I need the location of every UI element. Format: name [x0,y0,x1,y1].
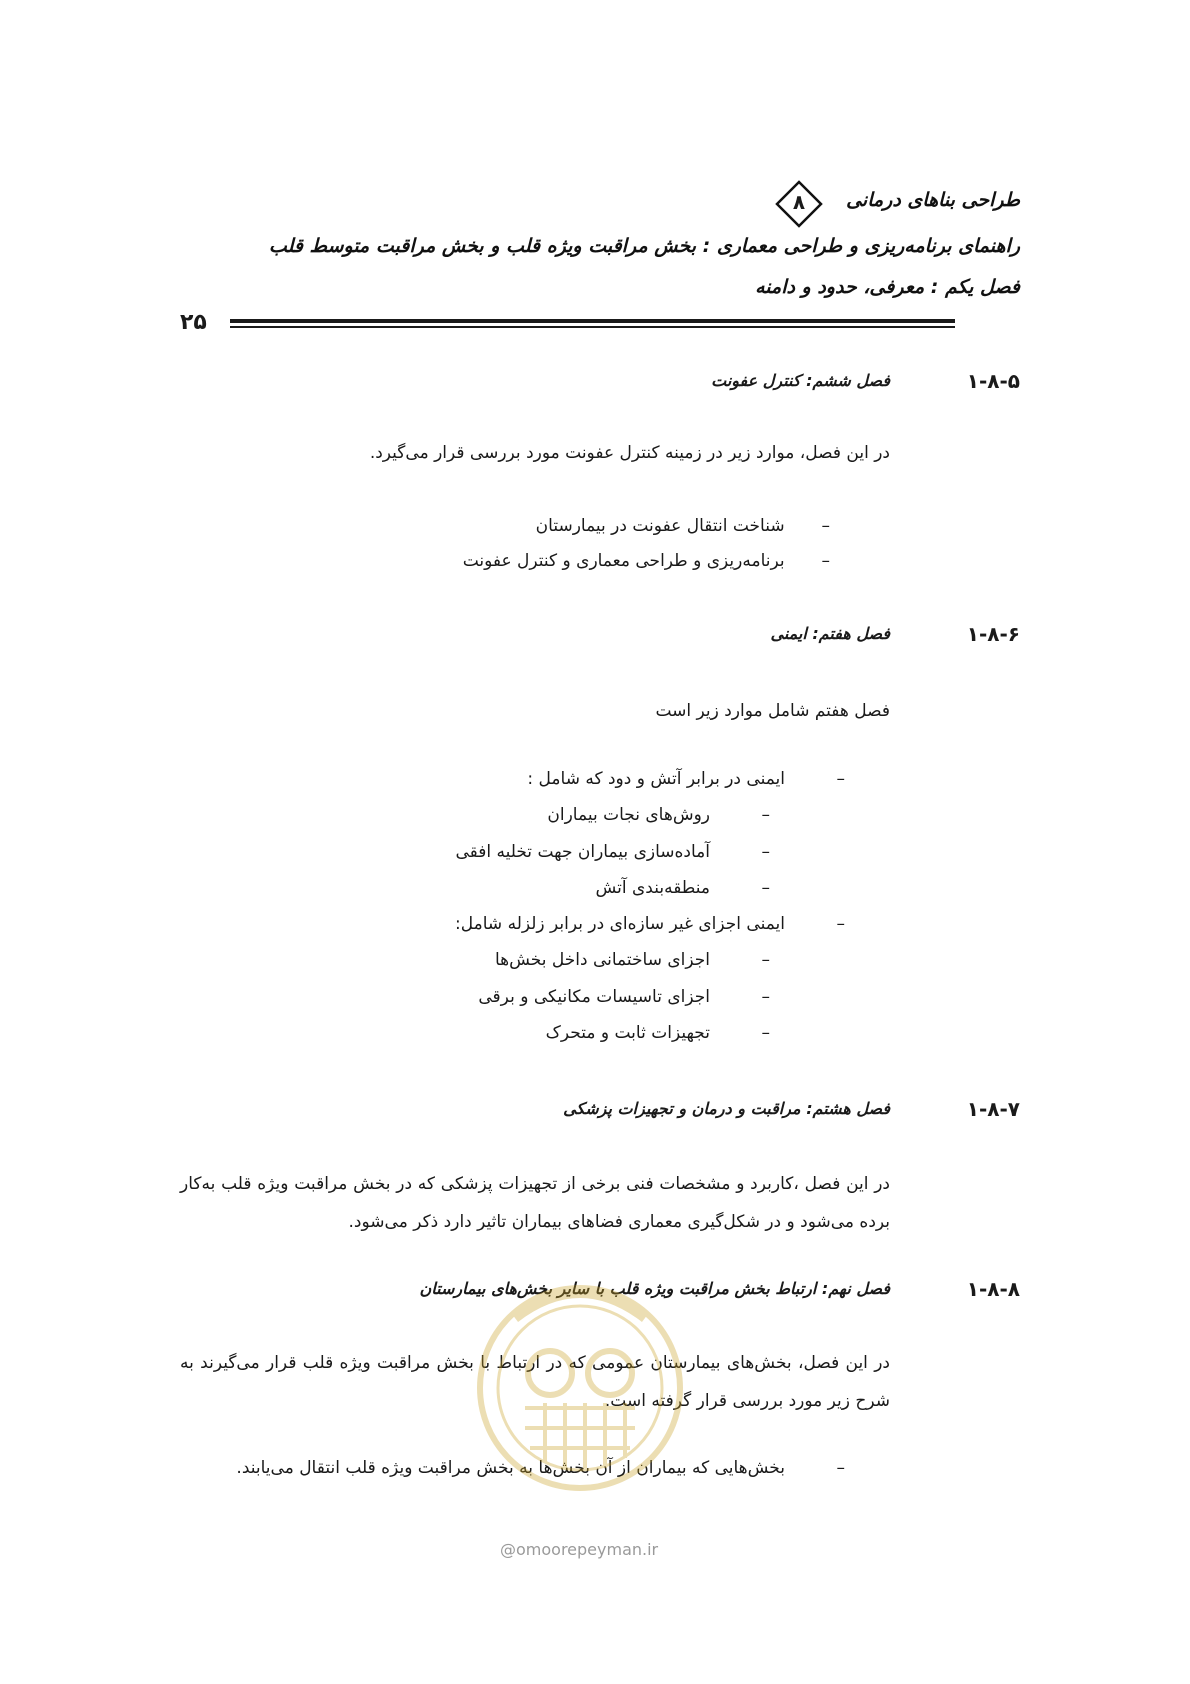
section-intro: فصل هفتم شامل موارد زیر است [655,701,890,721]
header-rule-thick [230,319,955,323]
header-rule-thin [230,326,955,328]
section-title: فصل نهم: ارتباط بخش مراقبت ویژه قلب با سایر بخش‌های بیمارستان [419,1279,890,1298]
list-item: – برنامه‌ریزی و طراحی معماری و کنترل عفونت [462,551,830,571]
page-number: ۲۵ [180,310,207,335]
list-dash: – [821,516,830,536]
list-item-nested: –تجهیزات ثابت و متحرک [545,1023,770,1043]
volume-diamond [775,180,823,228]
section-intro: در این فصل ،کاربرد و مشخصات فنی برخی از تجهیزات پزشکی که در بخش مراقبت ویژه قلب به‌کار برده می‌شود و در شکل‌گیری معماری فضاهای بیماران تاثیر دارد ذکر می‌شود. [180,1174,890,1232]
seal-icon [455,1258,705,1498]
list-item: –ایمنی اجزای غیر سازه‌ای در برابر زلزله شامل: [455,914,845,934]
header-chapter-title: فصل یکم : معرفی، حدود و دامنه [755,276,1020,298]
watermark-url: @omoorepeyman.ir [500,1540,659,1559]
list-item-nested: –آماده‌سازی بیماران جهت تخلیه افقی [455,842,770,862]
header-series-title: طراحی بناهای درمانی [846,189,1020,211]
list-item: –ایمنی در برابر آتش و دود که شامل : [527,769,845,789]
volume-number: ۸ [792,190,806,214]
list-item-nested: –منطقه‌بندی آتش [595,878,770,898]
section-intro: در این فصل، بخش‌های بیمارستان عمومی که در ارتباط با بخش مراقبت ویژه قلب قرار می‌گیرند به شرح زیر مورد بررسی قرار گرفته است. [180,1353,890,1411]
list-dash: – [821,551,830,571]
header-book-title: راهنمای برنامه‌ریزی و طراحی معماری : بخش مراقبت ویژه قلب و بخش مراقبت متوسط قلب [268,235,1020,257]
section-title: فصل هفتم: ایمنی [770,624,890,643]
section-title: فصل ششم: کنترل عفونت [711,371,890,390]
list-item: – شناخت انتقال عفونت در بیمارستان [535,516,830,536]
section-number: ۱-۸-۸ [966,1277,1020,1301]
list-item-nested: –اجزای ساختمانی داخل بخش‌ها [494,950,770,970]
watermark-seal [455,1258,705,1498]
section-number: ۱-۸-۵ [966,369,1020,393]
list-item-nested: –روش‌های نجات بیماران [547,805,770,825]
section-intro: در این فصل، موارد زیر در زمینه کنترل عفونت مورد بررسی قرار می‌گیرد. [369,443,890,463]
section-number: ۱-۸-۷ [966,1097,1020,1121]
section-number: ۱-۸-۶ [966,622,1020,646]
list-item: –بخش‌هایی که بیماران از آن بخش‌ها به بخش مراقبت ویژه قلب انتقال می‌یابند. [236,1458,845,1478]
section-title: فصل هشتم: مراقبت و درمان و تجهیزات پزشکی [563,1099,890,1118]
list-item-nested: –اجزای تاسیسات مکانیکی و برقی [478,987,770,1007]
